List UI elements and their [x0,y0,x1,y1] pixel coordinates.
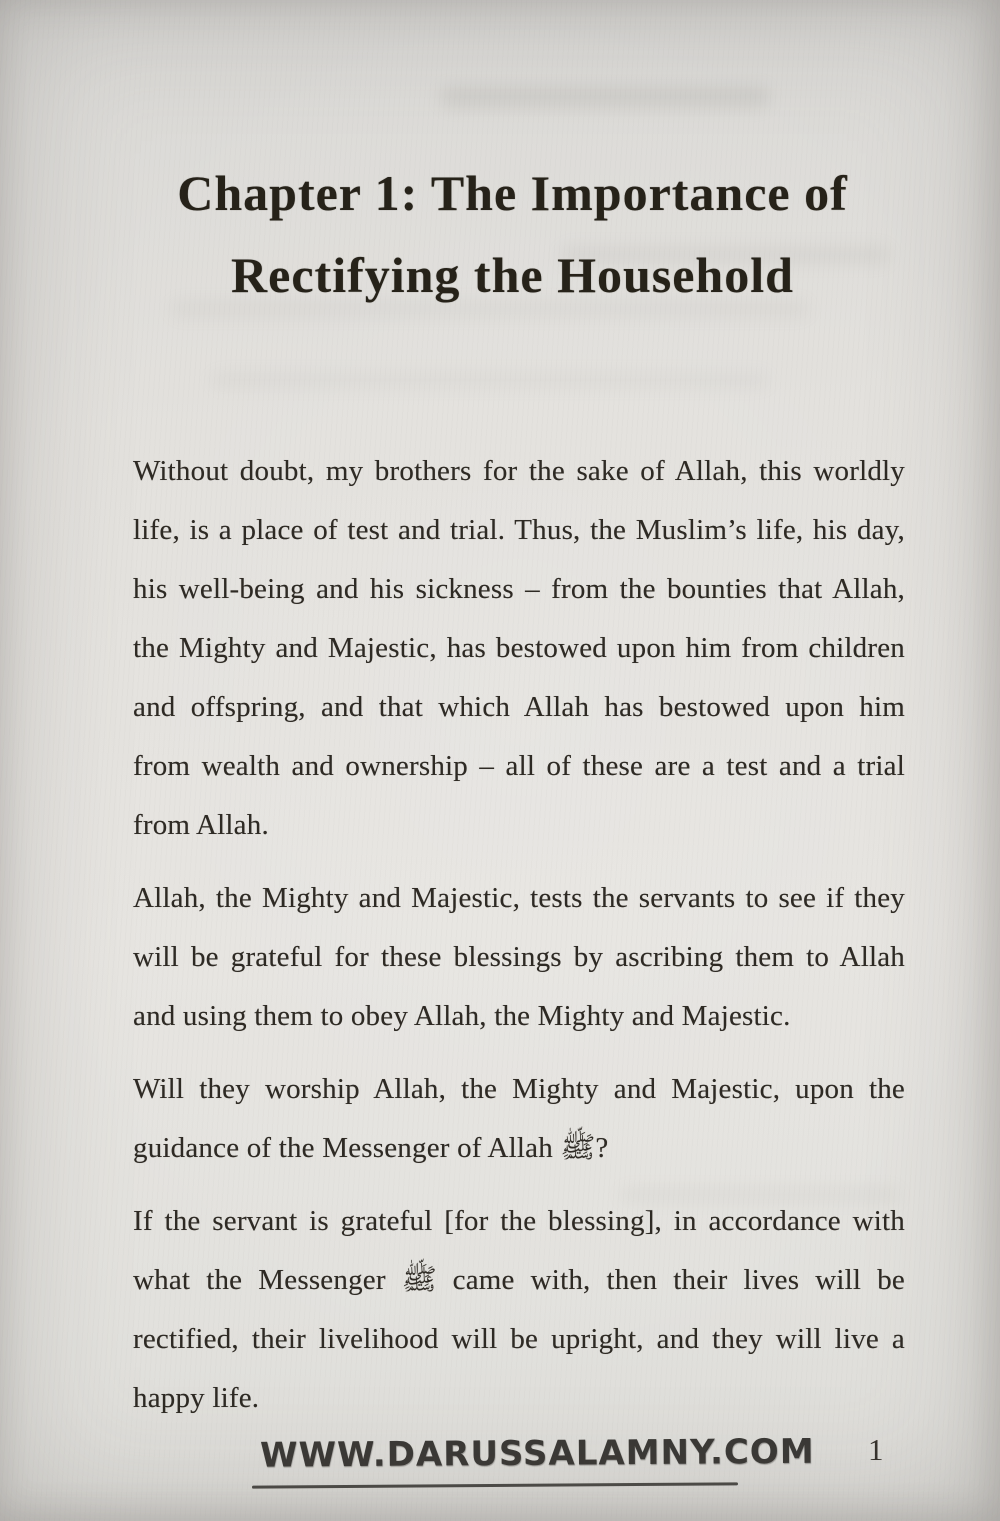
body-line: Allah, the Mighty and Majestic, tests the servants to see if they [133,882,905,914]
body-line: life, is a place of test and trial. Thus, the Muslim’s life, his day, [133,514,905,546]
body-line: from Allah. [133,809,269,841]
bleed-through-smudge [440,86,770,108]
body-line: from wealth and ownership – all of these are a test and a trial [133,750,905,782]
paragraph [133,1192,905,1428]
body-line: will be grateful for these blessings by ascribing them to Allah [133,941,905,973]
watermark-underline [252,1482,738,1488]
watermark-url: WWW.DARUSSALAMNY.COM [259,1431,815,1476]
paragraph [133,1060,905,1178]
body-line: Will they worship Allah, the Mighty and Majestic, upon the [133,1073,905,1105]
body-line: and using them to obey Allah, the Mighty and Majestic. [133,1000,791,1032]
body-line: guidance of the Messenger of Allah ﷺ? [133,1132,609,1164]
chapter-title-line2: Rectifying the Household [231,247,794,303]
chapter-title-line1: Chapter 1: The Importance of [177,165,848,221]
page-number: 1 [868,1432,884,1467]
body-line: If the servant is grateful [for the blessing], in accordance with [133,1205,905,1237]
body-line: the Mighty and Majestic, has bestowed upon him from children [133,632,905,664]
chapter-title [25,152,1000,316]
paragraph [133,869,905,1046]
body-line: his well-being and his sickness – from the bounties that Allah, [133,573,905,605]
body-line: and offspring, and that which Allah has bestowed upon him [133,691,905,723]
body-line: rectified, their livelihood will be upright, and they will live a [133,1323,905,1355]
bleed-through-smudge [210,372,770,388]
body-line: what the Messenger ﷺ came with, then their lives will be [133,1264,906,1296]
body-line: happy life. [133,1382,260,1414]
body-text [133,442,905,1442]
paragraph [133,442,905,855]
body-line: Without doubt, my brothers for the sake of Allah, this worldly [133,455,905,487]
